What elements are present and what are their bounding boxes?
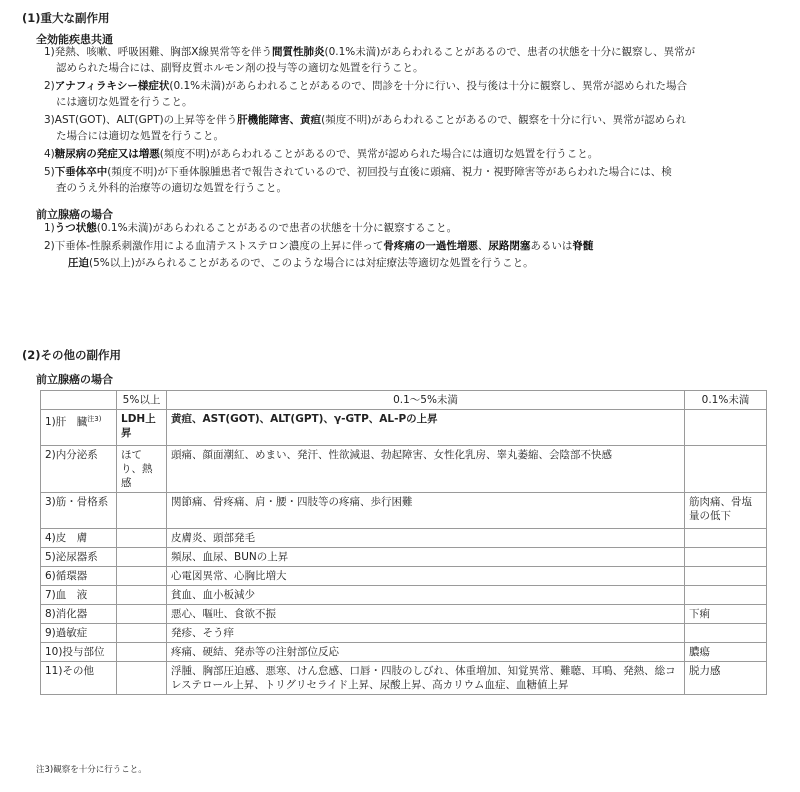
common-item-4-line1: 4)糖尿病の発症又は増悪(頻度不明)があらわれることがあるので、異常が認められた場合には適切な処置を行うこと。 (44, 148, 599, 160)
row-category: 5)泌尿器系 (41, 548, 117, 567)
table-row (41, 446, 767, 493)
row-category: 10)投与部位 (41, 643, 117, 662)
row-category: 6)循環器 (41, 567, 117, 586)
cell-under-0_1pct: 筋肉痛、骨塩量の低下 (685, 493, 767, 529)
cell-0_1-5pct: 黄疸、AST(GOT)、ALT(GPT)、γ-GTP、AL-Pの上昇 (167, 410, 685, 446)
cell-under-0_1pct (685, 410, 767, 446)
cell-0_1-5pct: 発疹、そう痒 (167, 624, 685, 643)
side-effects-table (40, 390, 767, 695)
row-category: 1)肝 臓$^{注3)}$ (41, 410, 117, 446)
cell-5pct: ほてり、熱感 (117, 446, 167, 493)
header-under-0_1pct: 0.1%未満 (685, 391, 767, 410)
table-row (41, 493, 767, 529)
row-category: 8)消化器 (41, 605, 117, 624)
prostate-item-2-line2: 圧迫(5%以上)がみられることがあるので、このような場合には対症療法等適切な処置を行うこと。 (68, 257, 534, 269)
table-row (41, 410, 767, 446)
cell-5pct (117, 662, 167, 695)
cell-0_1-5pct: 悪心、嘔吐、食欲不振 (167, 605, 685, 624)
cell-under-0_1pct: 膿瘍 (685, 643, 767, 662)
prostate-heading: 前立腺癌の場合 (36, 208, 113, 221)
cell-under-0_1pct (685, 529, 767, 548)
row-category: 11)その他 (41, 662, 117, 695)
header-0_1-5pct: 0.1〜5%未満 (167, 391, 685, 410)
cell-0_1-5pct: 皮膚炎、頭部発毛 (167, 529, 685, 548)
common-item-5-line2: 査のうえ外科的治療等の適切な処置を行うこと。 (56, 182, 287, 194)
table-row (41, 586, 767, 605)
cell-5pct (117, 529, 167, 548)
section2-subheading: 前立腺癌の場合 (36, 373, 113, 386)
cell-under-0_1pct (685, 446, 767, 493)
cell-5pct (117, 605, 167, 624)
cell-0_1-5pct: 頭痛、顔面潮紅、めまい、発汗、性欲減退、勃起障害、女性化乳房、睾丸萎縮、会陰部不快感 (167, 446, 685, 493)
cell-5pct (117, 624, 167, 643)
cell-0_1-5pct: 関節痛、骨疼痛、肩・腰・四肢等の疼痛、歩行困難 (167, 493, 685, 529)
cell-under-0_1pct (685, 548, 767, 567)
cell-under-0_1pct (685, 586, 767, 605)
cell-0_1-5pct: 頻尿、血尿、BUNの上昇 (167, 548, 685, 567)
table-row (41, 643, 767, 662)
cell-0_1-5pct: 心電図異常、心胸比増大 (167, 567, 685, 586)
prostate-item-2-line1: 2)下垂体-性腺系刺激作用による血清テストステロン濃度の上昇に伴って骨疼痛の一過性増悪、尿路閉塞あるいは脊髄 (44, 240, 594, 252)
cell-5pct (117, 567, 167, 586)
common-item-2-line1: 2)アナフィラキシー様症状(0.1%未満)があらわれることがあるので、問診を十分に行い、投与後は十分に観察し、異常が認められた場合 (44, 80, 687, 92)
section1-title: (1)重大な副作用 (22, 11, 110, 25)
row-category: 3)筋・骨格系 (41, 493, 117, 529)
common-item-1-line1: 1)発熱、咳嗽、呼吸困難、胸部X線異常等を伴う間質性肺炎(0.1%未満)があらわれることがあるので、患者の状態を十分に観察し、異常が (44, 46, 696, 58)
common-item-5-line1: 5)下垂体卒中(頻度不明)が下垂体腺腫患者で報告されているので、初回投与直後に頭痛、視力・視野障害等があらわれた場合には、検 (44, 166, 672, 178)
table-row (41, 548, 767, 567)
row-category: 4)皮 膚 (41, 529, 117, 548)
cell-5pct: LDH上昇 (117, 410, 167, 446)
footnote-marker: 注3) (87, 415, 102, 423)
prostate-item-1: 1)うつ状態(0.1%未満)があらわれることがあるので患者の状態を十分に観察すること。 (44, 222, 458, 234)
cell-5pct (117, 643, 167, 662)
header-5pct-over: 5%以上 (117, 391, 167, 410)
table-row (41, 662, 767, 695)
cell-0_1-5pct: 疼痛、硬結、発赤等の注射部位反応 (167, 643, 685, 662)
cell-5pct (117, 548, 167, 567)
cell-under-0_1pct (685, 567, 767, 586)
row-category: 2)内分泌系 (41, 446, 117, 493)
row-category: 7)血 液 (41, 586, 117, 605)
footnote: 注3)観察を十分に行うこと。 (36, 765, 147, 775)
table-row (41, 624, 767, 643)
table-row (41, 567, 767, 586)
cell-under-0_1pct (685, 624, 767, 643)
table-row (41, 605, 767, 624)
row-category: 9)過敏症 (41, 624, 117, 643)
table-header-row (41, 391, 767, 410)
header-category (41, 391, 117, 410)
cell-under-0_1pct: 下痢 (685, 605, 767, 624)
table-row (41, 529, 767, 548)
cell-0_1-5pct: 浮腫、胸部圧迫感、悪寒、けん怠感、口唇・四肢のしびれ、体重増加、知覚異常、難聴、耳鳴、発熱、総コレステロール上昇、トリグリセライド上昇、尿酸上昇、高カリウム血症、血糖値上昇 (167, 662, 685, 695)
common-item-2-line2: には適切な処置を行うこと。 (56, 96, 193, 108)
cell-5pct (117, 493, 167, 529)
cell-5pct (117, 586, 167, 605)
common-heading: 全効能疾患共通 (36, 33, 113, 46)
common-item-1-line2: 認められた場合には、副腎皮質ホルモン剤の投与等の適切な処置を行うこと。 (56, 62, 424, 74)
section2-title: (2)その他の副作用 (22, 348, 122, 362)
cell-0_1-5pct: 貧血、血小板減少 (167, 586, 685, 605)
common-item-3-line2: た場合には適切な処置を行うこと。 (56, 130, 224, 142)
cell-under-0_1pct: 脱力感 (685, 662, 767, 695)
common-item-3-line1: 3)AST(GOT)、ALT(GPT)の上昇等を伴う肝機能障害、黄疸(頻度不明)があらわれることがあるので、観察を十分に行い、異常が認められ (44, 114, 687, 126)
